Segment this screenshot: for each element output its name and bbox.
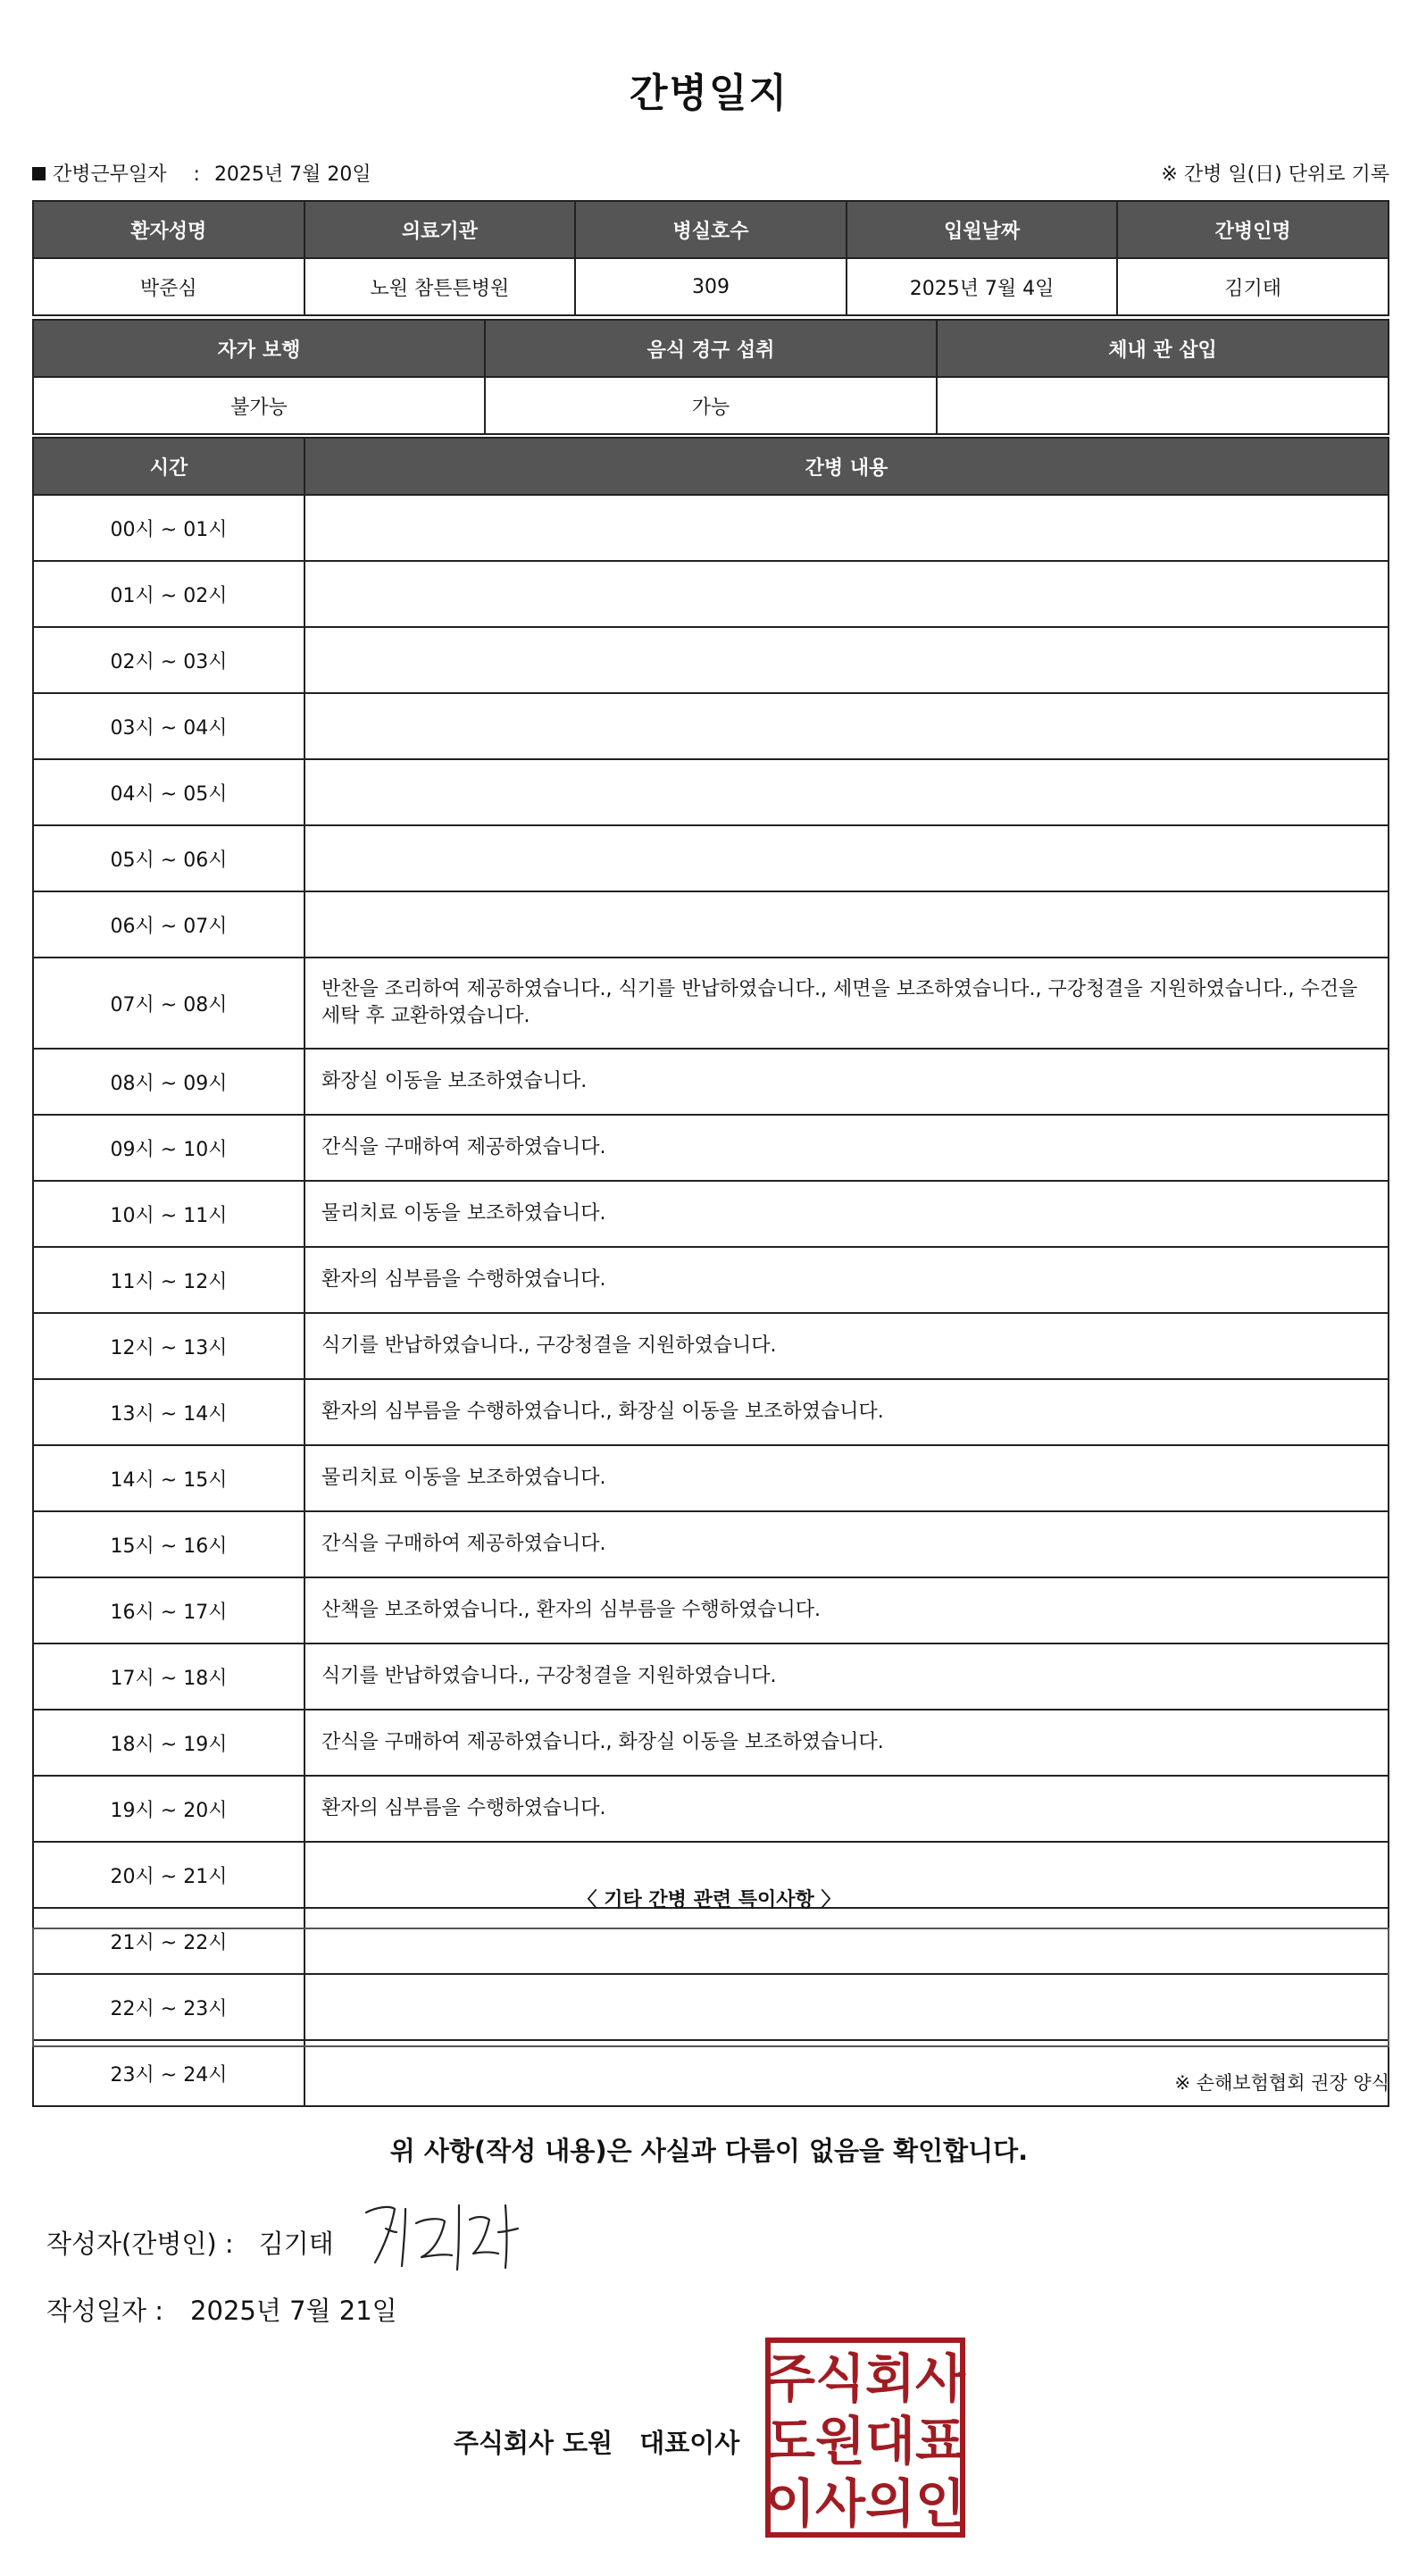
- confirmation-text: 위 사항(작성 내용)은 사실과 다름이 없음을 확인합니다.: [389, 2136, 1029, 2166]
- log-body: [33, 495, 1389, 2106]
- log-row: [33, 1710, 1389, 1776]
- log-time: 13시 ~ 14시: [33, 1379, 304, 1445]
- patient-info-table: [32, 200, 1389, 316]
- log-time: 18시 ~ 19시: [33, 1710, 304, 1776]
- work-date-label: 간병근무일자: [53, 163, 167, 186]
- log-content: [304, 693, 1389, 759]
- written-date-value: 2025년 7월 21일: [190, 2296, 397, 2326]
- unit-note: ※ 간병 일(日) 단위로 기록: [1161, 163, 1389, 186]
- header-caregiver-name: 간병인명: [1117, 201, 1389, 258]
- log-content: 산책을 보조하였습니다., 환자의 심부름을 수행하였습니다.: [304, 1577, 1389, 1643]
- header-time: 시간: [33, 438, 304, 495]
- log-content: [304, 627, 1389, 693]
- log-row: [33, 1445, 1389, 1511]
- notes-title: 〈 기타 간병 관련 특이사항 〉: [577, 1889, 841, 1911]
- log-time: 09시 ~ 10시: [33, 1115, 304, 1181]
- log-row: [33, 1115, 1389, 1181]
- company-line: [454, 2423, 739, 2460]
- log-content: 반찬을 조리하여 제공하였습니다., 식기를 반납하였습니다., 세면을 보조하였습니다., 구강청결을 지원하였습니다., 수건을 세탁 후 교환하였습니다.: [304, 958, 1389, 1049]
- log-time: 21시 ~ 22시: [33, 1908, 304, 1974]
- log-content: [304, 759, 1389, 825]
- log-time: 17시 ~ 18시: [33, 1643, 304, 1710]
- log-content: 환자의 심부름을 수행하였습니다.: [304, 1776, 1389, 1842]
- log-row: [33, 1511, 1389, 1577]
- work-date-value: 2025년 7월 20일: [213, 163, 371, 186]
- caregiver-name: 김기태: [1117, 258, 1389, 315]
- patient-status-table: [32, 319, 1389, 435]
- log-row: [33, 1181, 1389, 1247]
- patient-header-row: [33, 201, 1389, 258]
- written-date-label: 작성일자 :: [46, 2296, 164, 2326]
- header-care-content: 간병 내용: [304, 438, 1389, 495]
- self-walking-value: 불가능: [33, 377, 485, 434]
- square-bullet-icon: [32, 167, 46, 180]
- log-row: [33, 958, 1389, 1049]
- room-number: 309: [575, 258, 847, 315]
- ceo-title: 대표이사: [639, 2428, 740, 2458]
- header-self-walking: 자가 보행: [33, 320, 485, 377]
- writer-line: [46, 2224, 334, 2261]
- log-time: 05시 ~ 06시: [33, 825, 304, 891]
- log-time: 04시 ~ 05시: [33, 759, 304, 825]
- tube-insertion-value: [937, 377, 1389, 434]
- log-row: [33, 693, 1389, 759]
- log-row: [33, 495, 1389, 561]
- log-content: 간식을 구매하여 제공하였습니다.: [304, 1511, 1389, 1577]
- log-time: 01시 ~ 02시: [33, 561, 304, 627]
- log-time: 02시 ~ 03시: [33, 627, 304, 693]
- log-row: [33, 1313, 1389, 1379]
- log-row: [33, 1643, 1389, 1710]
- log-content: [304, 891, 1389, 958]
- log-content: [304, 495, 1389, 561]
- recommend-note: ※ 손해보험협회 권장 양식: [1174, 2072, 1389, 2094]
- header-room-number: 병실호수: [575, 201, 847, 258]
- writer-name: 김기태: [258, 2229, 334, 2259]
- log-time: 15시 ~ 16시: [33, 1511, 304, 1577]
- log-row: [33, 1776, 1389, 1842]
- log-content: 환자의 심부름을 수행하였습니다., 화장실 이동을 보조하였습니다.: [304, 1379, 1389, 1445]
- svg-text:도원대표: 도원대표: [764, 2411, 966, 2471]
- company-seal-stamp: [763, 2336, 967, 2539]
- written-date-line: [46, 2291, 397, 2328]
- log-time: 10시 ~ 11시: [33, 1181, 304, 1247]
- log-time: 00시 ~ 01시: [33, 495, 304, 561]
- log-row: [33, 1049, 1389, 1115]
- writer-label: 작성자(간병인) :: [46, 2229, 234, 2259]
- work-date-line: [32, 159, 371, 187]
- log-row: [33, 891, 1389, 958]
- log-time: 07시 ~ 08시: [33, 958, 304, 1049]
- hospital-name: 노원 참튼튼병원: [304, 258, 576, 315]
- log-time: 12시 ~ 13시: [33, 1313, 304, 1379]
- log-content: 간식을 구매하여 제공하였습니다., 화장실 이동을 보조하였습니다.: [304, 1710, 1389, 1776]
- header-oral-intake: 음식 경구 섭취: [485, 320, 937, 377]
- work-date-separator: :: [193, 163, 200, 186]
- header-patient-name: 환자성명: [33, 201, 304, 258]
- log-time: 08시 ~ 09시: [33, 1049, 304, 1115]
- log-content: [304, 561, 1389, 627]
- log-content: 물리치료 이동을 보조하였습니다.: [304, 1445, 1389, 1511]
- log-time: 23시 ~ 24시: [33, 2040, 304, 2106]
- log-row: [33, 627, 1389, 693]
- patient-name: 박준심: [33, 258, 304, 315]
- patient-value-row: [33, 258, 1389, 315]
- log-time: 20시 ~ 21시: [33, 1842, 304, 1908]
- log-row: [33, 759, 1389, 825]
- log-time: 03시 ~ 04시: [33, 693, 304, 759]
- oral-intake-value: 가능: [485, 377, 937, 434]
- status-value-row: [33, 377, 1389, 434]
- header-admission-date: 입원날짜: [847, 201, 1118, 258]
- log-content: 화장실 이동을 보조하였습니다.: [304, 1049, 1389, 1115]
- log-time: 16시 ~ 17시: [33, 1577, 304, 1643]
- handwritten-signature: [359, 2193, 529, 2273]
- log-row: [33, 1577, 1389, 1643]
- log-row: [33, 561, 1389, 627]
- company-name: 주식회사 도원: [454, 2428, 613, 2458]
- log-row: [33, 825, 1389, 891]
- log-content: 물리치료 이동을 보조하였습니다.: [304, 1181, 1389, 1247]
- log-content: 환자의 심부름을 수행하였습니다.: [304, 1247, 1389, 1313]
- log-time: 06시 ~ 07시: [33, 891, 304, 958]
- log-time: 14시 ~ 15시: [33, 1445, 304, 1511]
- page-title: 간병일지: [629, 71, 788, 116]
- log-time: 22시 ~ 23시: [33, 1974, 304, 2040]
- header-tube-insertion: 체내 관 삽입: [937, 320, 1389, 377]
- log-time: 11시 ~ 12시: [33, 1247, 304, 1313]
- log-content: 간식을 구매하여 제공하였습니다.: [304, 1115, 1389, 1181]
- notes-box: [32, 1928, 1389, 2047]
- care-log-table: [32, 437, 1389, 2107]
- header-hospital: 의료기관: [304, 201, 576, 258]
- log-header-row: [33, 438, 1389, 495]
- log-content: 식기를 반납하였습니다., 구강청결을 지원하였습니다.: [304, 1643, 1389, 1710]
- log-row: [33, 1379, 1389, 1445]
- svg-text:주식회사: 주식회사: [764, 2348, 966, 2409]
- log-content: [304, 825, 1389, 891]
- status-header-row: [33, 320, 1389, 377]
- log-row: [33, 1247, 1389, 1313]
- log-content: 식기를 반납하였습니다., 구강청결을 지원하였습니다.: [304, 1313, 1389, 1379]
- svg-text:이사의인: 이사의인: [764, 2473, 966, 2534]
- log-time: 19시 ~ 20시: [33, 1776, 304, 1842]
- admission-date: 2025년 7월 4일: [847, 258, 1118, 315]
